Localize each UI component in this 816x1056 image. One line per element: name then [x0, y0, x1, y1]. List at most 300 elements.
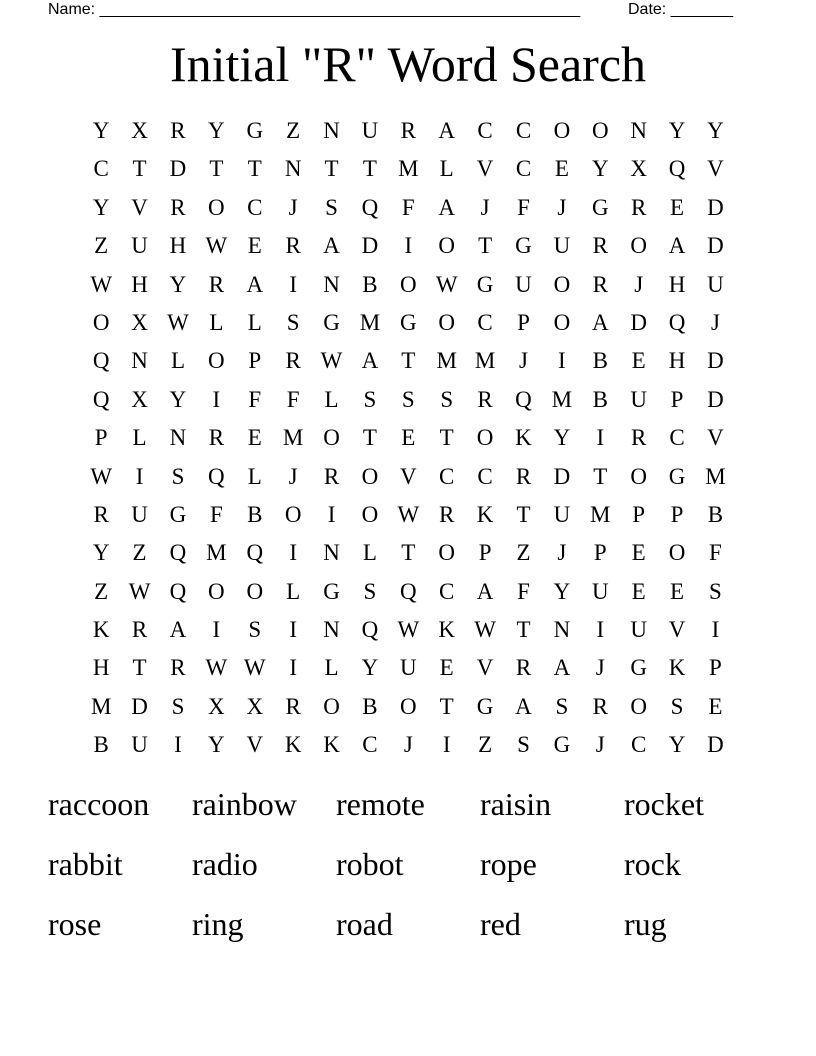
grid-letter[interactable]: T	[401, 540, 416, 566]
grid-letter[interactable]: W	[128, 578, 151, 604]
grid-letter[interactable]: O	[630, 693, 647, 719]
grid-letter[interactable]: R	[515, 655, 532, 681]
grid-letter[interactable]: P	[670, 501, 684, 527]
grid-letter[interactable]: P	[632, 501, 646, 527]
grid-letter[interactable]: R	[131, 617, 148, 643]
grid-letter[interactable]: Y	[169, 271, 187, 297]
grid-letter[interactable]: M	[474, 348, 496, 374]
grid-letter[interactable]: G	[515, 233, 532, 259]
word-list-item: rock	[624, 846, 681, 882]
grid-letter[interactable]: A	[323, 233, 340, 259]
grid-letter[interactable]: W	[397, 617, 420, 643]
grid-letter[interactable]: O	[284, 501, 302, 527]
grid-letter[interactable]: X	[131, 118, 148, 143]
grid-letter[interactable]: D	[169, 156, 187, 182]
grid-letter[interactable]: F	[286, 386, 300, 412]
grid-letter[interactable]: E	[631, 540, 646, 566]
grid-letter[interactable]: K	[668, 655, 686, 681]
grid-letter[interactable]: D	[707, 233, 724, 259]
grid-letter[interactable]: G	[400, 309, 417, 335]
grid-letter[interactable]: O	[438, 309, 456, 335]
grid-letter[interactable]: R	[285, 233, 301, 259]
grid-letter[interactable]: Y	[169, 386, 187, 412]
grid-letter[interactable]: E	[247, 233, 262, 259]
grid-letter[interactable]: Q	[208, 463, 225, 489]
grid-letter[interactable]: S	[517, 732, 530, 758]
grid-letter[interactable]: D	[131, 693, 148, 719]
grid-letter[interactable]: B	[592, 386, 608, 412]
grid-letter[interactable]: T	[362, 156, 377, 182]
grid-letter[interactable]: D	[707, 386, 724, 412]
grid-letter[interactable]: O	[476, 425, 494, 451]
grid-letter[interactable]: O	[208, 348, 225, 374]
grid-letter[interactable]: A	[591, 309, 609, 335]
grid-letter[interactable]: F	[209, 501, 223, 527]
grid-letter[interactable]: N	[630, 118, 647, 143]
grid-letter[interactable]: K	[476, 501, 494, 527]
grid-letter[interactable]: E	[554, 156, 569, 182]
grid-letter[interactable]: I	[135, 463, 144, 489]
grid-letter[interactable]: T	[516, 501, 531, 527]
grid-letter[interactable]: R	[592, 693, 608, 719]
grid-letter[interactable]: R	[630, 194, 647, 220]
grid-letter[interactable]: R	[515, 463, 532, 489]
grid-letter[interactable]: O	[323, 425, 340, 451]
grid-letter[interactable]: Y	[591, 156, 609, 182]
grid-letter[interactable]: T	[362, 425, 377, 451]
grid-letter[interactable]: K	[323, 732, 340, 758]
grid-letter[interactable]: S	[555, 693, 569, 719]
grid-letter[interactable]: U	[630, 617, 647, 643]
grid-letter[interactable]: F	[517, 578, 530, 604]
word-list-item: rainbow	[192, 786, 297, 822]
grid-letter[interactable]: P	[593, 540, 607, 566]
grid-letter[interactable]: U	[361, 118, 379, 143]
grid-letter[interactable]: W	[320, 348, 343, 374]
name-field-label[interactable]: Name: ______________________________________________________	[48, 1, 581, 18]
grid-letter[interactable]: K	[92, 617, 110, 643]
grid-letter[interactable]: D	[707, 194, 724, 220]
grid-letter[interactable]: M	[551, 386, 573, 412]
grid-letter[interactable]: U	[591, 578, 609, 604]
grid-letter[interactable]: U	[131, 732, 148, 758]
grid-letter[interactable]: O	[361, 501, 379, 527]
grid-letter[interactable]: K	[515, 425, 532, 451]
grid-letter[interactable]: B	[93, 732, 109, 758]
grid-letter[interactable]: Y	[92, 540, 110, 566]
grid-letter[interactable]: O	[323, 693, 340, 719]
grid-letter[interactable]: T	[324, 156, 339, 182]
grid-letter[interactable]: T	[247, 156, 262, 182]
grid-letter[interactable]: T	[593, 463, 608, 489]
grid-letter[interactable]: O	[438, 233, 456, 259]
grid-letter[interactable]: T	[132, 655, 147, 681]
grid-letter[interactable]: J	[519, 348, 528, 374]
grid-letter[interactable]: A	[169, 617, 187, 643]
grid-letter[interactable]: I	[289, 617, 297, 643]
grid-letter[interactable]: Q	[361, 617, 379, 643]
grid-letter[interactable]: O	[208, 194, 225, 220]
grid-letter[interactable]: V	[668, 617, 686, 643]
grid-letter[interactable]: B	[362, 693, 378, 719]
grid-letter[interactable]: P	[248, 348, 262, 374]
grid-letter[interactable]: E	[631, 348, 646, 374]
grid-letter[interactable]: O	[630, 233, 647, 259]
grid-letter[interactable]: U	[131, 233, 148, 259]
grid-letter[interactable]: Z	[94, 578, 109, 604]
grid-letter[interactable]: J	[288, 194, 298, 220]
grid-letter[interactable]: H	[169, 233, 187, 259]
grid-letter[interactable]: I	[212, 617, 221, 643]
grid-letter[interactable]: A	[668, 233, 686, 259]
grid-letter[interactable]: Y	[668, 118, 686, 143]
grid-letter[interactable]: M	[436, 348, 457, 374]
grid-letter[interactable]: I	[558, 348, 566, 374]
grid-letter[interactable]: F	[248, 386, 262, 412]
grid-letter[interactable]: M	[359, 309, 381, 335]
word-list-item: raisin	[480, 786, 552, 822]
grid-letter[interactable]: J	[480, 194, 490, 220]
grid-letter[interactable]: I	[212, 386, 221, 412]
grid-letter[interactable]: Y	[361, 655, 379, 681]
grid-letter[interactable]: S	[171, 463, 185, 489]
grid-letter[interactable]: T	[132, 156, 147, 182]
grid-letter[interactable]: G	[323, 578, 340, 604]
grid-letter[interactable]: M	[282, 425, 304, 451]
grid-letter[interactable]: G	[323, 309, 340, 335]
grid-letter[interactable]: S	[363, 386, 377, 412]
grid-letter[interactable]: X	[208, 693, 225, 719]
grid-letter[interactable]: D	[630, 309, 647, 335]
grid-letter[interactable]: R	[93, 501, 109, 527]
grid-letter[interactable]: Q	[92, 348, 110, 374]
grid-letter[interactable]: L	[247, 309, 262, 335]
grid-letter[interactable]: O	[208, 578, 225, 604]
grid-letter[interactable]: P	[709, 655, 722, 681]
grid-letter[interactable]: I	[596, 617, 605, 643]
grid-letter[interactable]: L	[324, 386, 339, 412]
grid-letter[interactable]: G	[591, 194, 609, 220]
grid-letter[interactable]: P	[670, 386, 684, 412]
grid-letter[interactable]: L	[439, 156, 454, 182]
word-list-item: raccoon	[48, 786, 150, 822]
grid-letter[interactable]: S	[670, 693, 684, 719]
grid-letter[interactable]: Q	[169, 578, 187, 604]
grid-letter[interactable]: C	[439, 463, 455, 489]
grid-letter[interactable]: H	[668, 271, 686, 297]
grid-letter[interactable]: D	[553, 463, 571, 489]
grid-letter[interactable]: F	[517, 194, 530, 220]
grid-letter[interactable]: O	[553, 309, 571, 335]
grid-letter[interactable]: W	[205, 655, 228, 681]
grid-letter[interactable]: O	[668, 540, 686, 566]
grid-letter[interactable]: S	[440, 386, 454, 412]
grid-letter[interactable]: C	[515, 118, 532, 143]
word-list-item: road	[336, 906, 393, 942]
grid-letter[interactable]: R	[170, 655, 186, 681]
grid-letter[interactable]: A	[438, 118, 456, 143]
grid-letter[interactable]: O	[553, 271, 571, 297]
grid-letter[interactable]: C	[630, 732, 647, 758]
grid-letter[interactable]: W	[435, 271, 458, 297]
grid-letter[interactable]: B	[362, 271, 378, 297]
grid-letter[interactable]: V	[246, 732, 264, 758]
grid-letter[interactable]: B	[247, 501, 263, 527]
grid-letter[interactable]: N	[323, 540, 340, 566]
grid-letter[interactable]: J	[634, 271, 644, 297]
grid-letter[interactable]: F	[709, 540, 722, 566]
grid-letter[interactable]: Y	[553, 425, 571, 451]
grid-letter[interactable]: N	[169, 425, 187, 451]
grid-letter[interactable]: G	[169, 501, 187, 527]
grid-letter[interactable]: R	[208, 425, 225, 451]
grid-letter[interactable]: O	[591, 118, 609, 143]
grid-letter[interactable]: G	[476, 693, 494, 719]
grid-letter[interactable]: R	[170, 118, 186, 143]
grid-letter[interactable]: N	[131, 348, 148, 374]
grid-letter[interactable]: Q	[515, 386, 532, 412]
grid-letter[interactable]: G	[476, 271, 494, 297]
grid-letter[interactable]: L	[324, 655, 339, 681]
grid-letter[interactable]: A	[246, 271, 264, 297]
grid-letter[interactable]: O	[92, 309, 110, 335]
grid-letter[interactable]: E	[439, 655, 454, 681]
grid-letter[interactable]: S	[709, 578, 722, 604]
grid-letter[interactable]: O	[553, 118, 571, 143]
grid-letter[interactable]: L	[170, 348, 185, 374]
letter-grid	[82, 112, 734, 765]
grid-letter[interactable]: Q	[668, 156, 686, 182]
grid-letter[interactable]: I	[174, 732, 182, 758]
grid-letter[interactable]: N	[323, 118, 340, 143]
grid-letter[interactable]: O	[438, 540, 456, 566]
grid-letter[interactable]: O	[630, 463, 647, 489]
grid-letter[interactable]: J	[595, 732, 605, 758]
grid-letter[interactable]: A	[361, 348, 379, 374]
grid-letter[interactable]: Z	[286, 118, 301, 143]
grid-letter[interactable]: M	[705, 463, 726, 489]
grid-letter[interactable]: O	[361, 463, 379, 489]
grid-letter[interactable]: O	[246, 578, 264, 604]
grid-letter[interactable]: N	[323, 271, 340, 297]
word-list-item: red	[480, 906, 521, 942]
grid-letter[interactable]: T	[401, 348, 416, 374]
grid-letter[interactable]: R	[592, 271, 608, 297]
grid-letter[interactable]: X	[630, 156, 647, 182]
grid-letter[interactable]: R	[630, 425, 647, 451]
grid-letter[interactable]: L	[132, 425, 147, 451]
grid-letter[interactable]: A	[438, 194, 456, 220]
grid-letter[interactable]: S	[401, 386, 415, 412]
grid-letter[interactable]: A	[515, 693, 532, 719]
grid-letter[interactable]: R	[208, 271, 225, 297]
word-list-item: rope	[480, 846, 537, 882]
grid-letter[interactable]: L	[286, 578, 301, 604]
grid-letter[interactable]: I	[289, 540, 297, 566]
grid-letter[interactable]: O	[400, 693, 417, 719]
grid-letter[interactable]: L	[247, 463, 262, 489]
grid-letter[interactable]: Q	[400, 578, 417, 604]
grid-letter[interactable]: C	[439, 578, 455, 604]
grid-letter[interactable]: H	[92, 655, 110, 681]
grid-letter[interactable]: U	[515, 271, 532, 297]
grid-letter[interactable]: G	[246, 118, 264, 143]
grid-letter[interactable]: V	[400, 463, 417, 489]
grid-letter[interactable]: X	[131, 386, 148, 412]
grid-letter[interactable]: L	[362, 540, 377, 566]
grid-letter[interactable]: A	[553, 655, 571, 681]
grid-letter[interactable]: I	[289, 655, 297, 681]
grid-letter[interactable]: R	[400, 118, 416, 143]
grid-letter[interactable]: U	[553, 233, 571, 259]
grid-letter[interactable]: Q	[361, 194, 379, 220]
grid-letter[interactable]: W	[205, 233, 228, 259]
grid-letter[interactable]: S	[248, 617, 262, 643]
grid-letter[interactable]: S	[363, 578, 377, 604]
grid-letter[interactable]: W	[90, 271, 113, 297]
grid-letter[interactable]: N	[323, 617, 340, 643]
grid-letter[interactable]: K	[284, 732, 302, 758]
grid-letter[interactable]: H	[131, 271, 148, 297]
grid-letter[interactable]: T	[209, 156, 224, 182]
grid-letter[interactable]: J	[595, 655, 605, 681]
grid-letter[interactable]: V	[476, 655, 494, 681]
grid-letter[interactable]: J	[288, 463, 298, 489]
name-date-line	[48, 0, 748, 20]
grid-letter[interactable]: V	[707, 425, 724, 451]
grid-letter[interactable]: E	[708, 693, 723, 719]
grid-letter[interactable]: G	[553, 732, 571, 758]
grid-letter[interactable]: W	[474, 617, 496, 643]
grid-letter[interactable]: Y	[668, 732, 686, 758]
grid-letter[interactable]: V	[131, 194, 148, 220]
grid-letter[interactable]: M	[398, 156, 419, 182]
grid-letter[interactable]: Z	[94, 233, 109, 259]
grid-letter[interactable]: R	[439, 501, 455, 527]
grid-letter[interactable]: S	[286, 309, 300, 335]
grid-letter[interactable]: K	[438, 617, 456, 643]
grid-letter[interactable]: Q	[246, 540, 264, 566]
grid-letter[interactable]: C	[477, 463, 493, 489]
grid-letter[interactable]: F	[401, 194, 415, 220]
grid-letter[interactable]: T	[478, 233, 493, 259]
grid-letter[interactable]: J	[403, 732, 413, 758]
grid-letter[interactable]: Y	[707, 118, 724, 143]
grid-letter[interactable]: Y	[208, 118, 225, 143]
grid-letter[interactable]: C	[477, 309, 493, 335]
grid-letter[interactable]: D	[361, 233, 379, 259]
grid-letter[interactable]: D	[707, 732, 724, 758]
grid-letter[interactable]: O	[400, 271, 417, 297]
grid-letter[interactable]: Z	[132, 540, 147, 566]
grid-letter[interactable]: Z	[516, 540, 531, 566]
grid-letter[interactable]: E	[670, 194, 685, 220]
grid-letter[interactable]: R	[592, 233, 608, 259]
grid-letter[interactable]: R	[170, 194, 186, 220]
grid-letter[interactable]: V	[476, 156, 494, 182]
grid-letter[interactable]: E	[670, 578, 685, 604]
grid-letter[interactable]: I	[289, 271, 297, 297]
grid-letter[interactable]: W	[167, 309, 189, 335]
grid-letter[interactable]: I	[596, 425, 605, 451]
grid-letter[interactable]: B	[592, 348, 608, 374]
grid-letter[interactable]: S	[325, 194, 338, 220]
grid-letter[interactable]: G	[668, 463, 686, 489]
grid-letter[interactable]: N	[553, 617, 571, 643]
grid-letter[interactable]: Z	[478, 732, 493, 758]
grid-letter[interactable]: U	[553, 501, 571, 527]
date-field-label[interactable]: Date: _______	[628, 1, 733, 18]
grid-letter[interactable]: V	[707, 156, 724, 182]
grid-letter[interactable]: W	[397, 501, 420, 527]
grid-letter[interactable]: C	[247, 194, 263, 220]
grid-letter[interactable]: X	[131, 309, 148, 335]
grid-letter[interactable]: L	[209, 309, 224, 335]
grid-letter[interactable]: G	[630, 655, 647, 681]
grid-letter[interactable]: C	[362, 732, 378, 758]
grid-letter[interactable]: B	[707, 501, 724, 527]
grid-letter[interactable]: U	[630, 386, 647, 412]
grid-letter[interactable]: U	[707, 271, 724, 297]
grid-letter[interactable]: D	[707, 348, 724, 374]
grid-letter[interactable]: Y	[208, 732, 225, 758]
grid-letter[interactable]: R	[477, 386, 493, 412]
grid-letter[interactable]: Q	[668, 309, 686, 335]
grid-letter[interactable]: I	[404, 233, 413, 259]
grid-letter[interactable]: P	[517, 309, 530, 335]
grid-letter[interactable]: E	[631, 578, 646, 604]
grid-letter[interactable]: I	[442, 732, 451, 758]
grid-letter[interactable]: I	[327, 501, 336, 527]
grid-letter[interactable]: M	[206, 540, 227, 566]
grid-letter[interactable]: Q	[92, 386, 110, 412]
grid-letter[interactable]: C	[477, 118, 493, 143]
grid-letter[interactable]: E	[247, 425, 262, 451]
grid-letter[interactable]: Y	[92, 194, 110, 220]
grid-letter[interactable]: Q	[169, 540, 187, 566]
grid-letter[interactable]: Y	[92, 118, 110, 143]
grid-letter[interactable]: U	[400, 655, 417, 681]
grid-letter[interactable]: W	[90, 463, 113, 489]
grid-letter[interactable]: E	[401, 425, 416, 451]
grid-letter[interactable]: R	[323, 463, 340, 489]
grid-letter[interactable]: J	[557, 194, 567, 220]
grid-letter[interactable]: C	[93, 156, 109, 182]
grid-letter[interactable]: W	[243, 655, 266, 681]
grid-letter[interactable]: Y	[553, 578, 571, 604]
grid-letter[interactable]: T	[439, 425, 454, 451]
grid-letter[interactable]: U	[131, 501, 148, 527]
grid-letter[interactable]: R	[285, 348, 301, 374]
grid-letter[interactable]: C	[515, 156, 532, 182]
grid-letter[interactable]: J	[557, 540, 567, 566]
grid-letter[interactable]: P	[94, 425, 108, 451]
grid-letter[interactable]: M	[90, 693, 112, 719]
grid-letter[interactable]: P	[478, 540, 492, 566]
grid-letter[interactable]: X	[246, 693, 264, 719]
grid-letter[interactable]: T	[439, 693, 454, 719]
grid-letter[interactable]: A	[476, 578, 494, 604]
grid-letter[interactable]: J	[710, 309, 720, 335]
grid-letter[interactable]: S	[171, 693, 185, 719]
grid-letter[interactable]: I	[711, 617, 720, 643]
grid-letter[interactable]: M	[590, 501, 611, 527]
grid-letter[interactable]: C	[669, 425, 685, 451]
grid-letter[interactable]: H	[668, 348, 686, 374]
grid-letter[interactable]: R	[285, 693, 301, 719]
grid-letter[interactable]: N	[284, 156, 302, 182]
grid-letter[interactable]: T	[516, 617, 531, 643]
